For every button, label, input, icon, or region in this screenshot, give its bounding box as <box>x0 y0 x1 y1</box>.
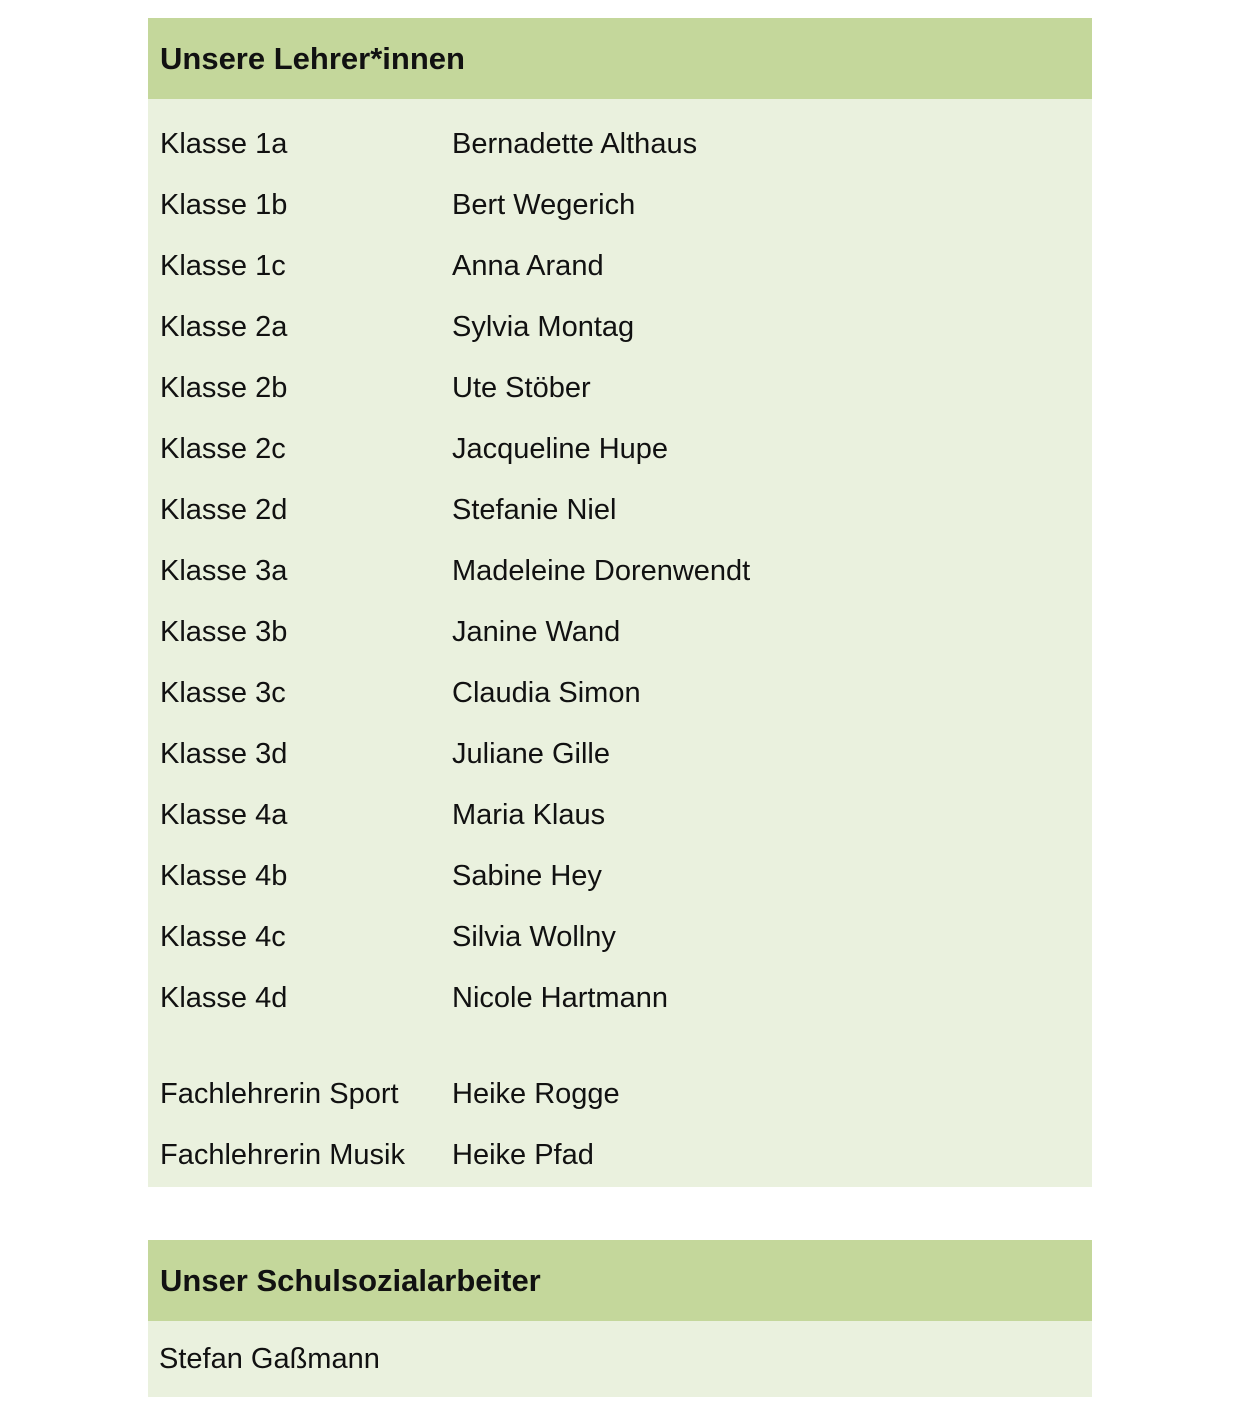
table-row <box>148 175 1092 236</box>
class-label: Klasse 1c <box>160 250 286 282</box>
teacher-name: Stefanie Niel <box>452 494 617 526</box>
table-row <box>148 907 1092 968</box>
class-label: Klasse 4a <box>160 799 288 831</box>
table-row <box>148 358 1092 419</box>
table-row <box>148 724 1092 785</box>
teacher-name: Maria Klaus <box>452 799 606 831</box>
class-label: Klasse 4b <box>160 860 288 892</box>
class-label: Klasse 4c <box>160 921 286 953</box>
teacher-name: Bernadette Althaus <box>452 128 698 160</box>
teacher-name: Bert Wegerich <box>452 189 636 221</box>
table-row <box>148 114 1092 175</box>
class-label: Klasse 3d <box>160 738 288 770</box>
table-row <box>148 236 1092 297</box>
class-label: Klasse 1a <box>160 128 288 160</box>
teachers-list <box>148 99 1092 1186</box>
teacher-name: Ute Stöber <box>452 372 591 404</box>
subject-label: Fachlehrerin Sport <box>160 1078 399 1110</box>
class-label: Klasse 4d <box>160 982 288 1014</box>
class-label: Klasse 3b <box>160 616 288 648</box>
table-row <box>148 297 1092 358</box>
table-row <box>148 480 1092 541</box>
table-row <box>148 602 1092 663</box>
teacher-name: Nicole Hartmann <box>452 982 668 1014</box>
teacher-name: Madeleine Dorenwendt <box>452 555 751 587</box>
table-row <box>148 785 1092 846</box>
teacher-name: Sabine Hey <box>452 860 602 892</box>
social-worker-section <box>148 1240 1092 1397</box>
teacher-name: Juliane Gille <box>452 738 610 770</box>
class-label: Klasse 2d <box>160 494 288 526</box>
teacher-name: Janine Wand <box>452 616 621 648</box>
teacher-name: Anna Arand <box>452 250 604 282</box>
table-row <box>148 968 1092 1029</box>
teachers-section-title: Unsere Lehrer*innen <box>148 18 1092 99</box>
table-row <box>148 1064 1092 1125</box>
class-label: Klasse 2b <box>160 372 288 404</box>
teachers-section <box>148 18 1092 1187</box>
table-row <box>148 1125 1092 1186</box>
social-worker-section-title: Unser Schulsozialarbeiter <box>148 1240 1092 1321</box>
table-row <box>148 663 1092 724</box>
table-row <box>148 541 1092 602</box>
table-row <box>148 846 1092 907</box>
teacher-name: Jacqueline Hupe <box>452 433 669 465</box>
class-label: Klasse 1b <box>160 189 288 221</box>
class-label: Klasse 3a <box>160 555 288 587</box>
row-spacer <box>148 1029 1092 1064</box>
class-label: Klasse 2a <box>160 311 288 343</box>
table-row <box>148 419 1092 480</box>
teacher-name: Heike Pfad <box>452 1139 594 1171</box>
subject-label: Fachlehrerin Musik <box>160 1139 405 1171</box>
teacher-name: Silvia Wollny <box>452 921 616 953</box>
teacher-name: Claudia Simon <box>452 677 641 709</box>
social-worker-name: Stefan Gaßmann <box>159 1342 380 1375</box>
teacher-name: Sylvia Montag <box>452 311 635 343</box>
teacher-name: Heike Rogge <box>452 1078 620 1110</box>
class-label: Klasse 2c <box>160 433 286 465</box>
class-label: Klasse 3c <box>160 677 286 709</box>
